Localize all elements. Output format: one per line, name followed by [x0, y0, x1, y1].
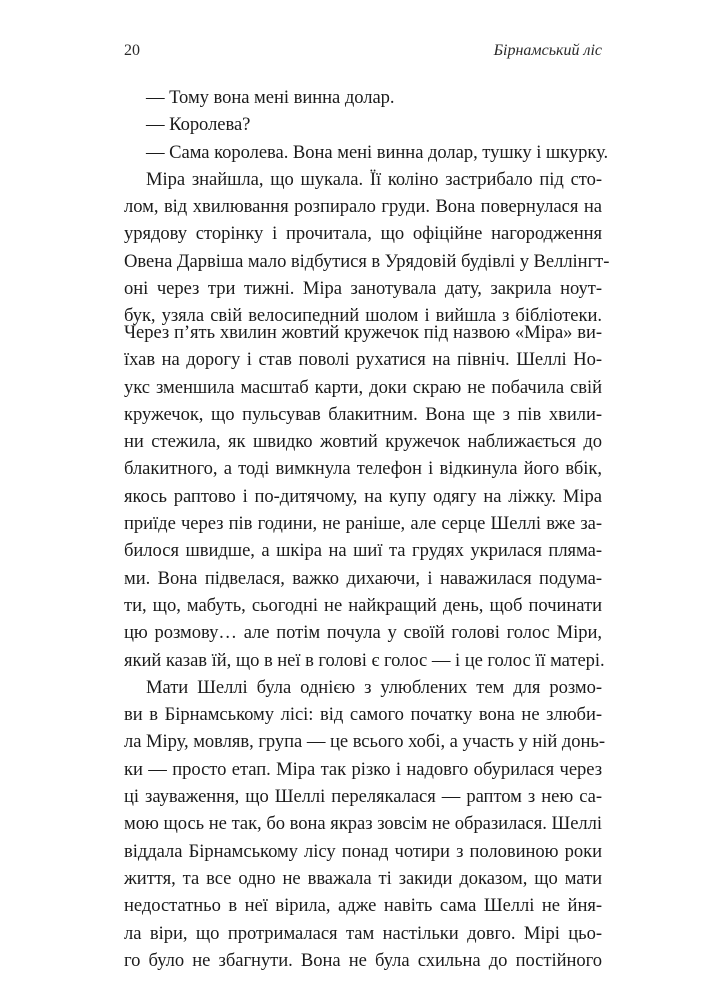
text-line: ви в Бірнамському лісі: від самого початку вона не злюби- — [124, 704, 602, 726]
text-line: їхав на дорогу і став поволі рухатися на північ. Шеллі Но- — [124, 349, 602, 371]
text-line: Овена Дарвіша мало відбутися в Урядовій будівлі у Веллінгт- — [124, 250, 610, 272]
text-line: урядову сторінку і прочитала, що офіційне нагородження — [124, 223, 602, 245]
text-line: цю розмову… але потім почула у своїй голові голос Міри, — [124, 622, 602, 644]
text-line: мою щось не так, бо вона якраз зовсім не образилася. Шеллі — [124, 813, 602, 835]
text-line: Через п’ять хвилин жовтий кружечок під назвою «Міра» ви- — [124, 322, 602, 343]
text-line: — Тому вона мені винна долар. — [146, 87, 395, 108]
text-line: Міра знайшла, що шукала. Її коліно застрибало під сто- — [146, 168, 602, 190]
text-line: ми. Вона підвелася, важко дихаючи, і наважилася подума- — [124, 567, 602, 589]
text-line: — Королева? — [146, 114, 251, 136]
text-line: ці зауваження, що Шеллі перелякалася — раптом з нею са- — [124, 786, 602, 808]
text-line: ни стежила, як швидко жовтий кружечок наближається до — [124, 431, 602, 453]
text-line: блакитного, а тоді вимкнула телефон і відкинула його вбік, — [124, 458, 602, 480]
text-block-dialogue — [124, 84, 610, 330]
book-title: Бірнамський ліс — [493, 42, 602, 59]
text-line: билося швидше, а шкіра на шиї та грудях укрилася пляма- — [124, 540, 602, 562]
page-number: 20 — [124, 42, 140, 59]
text-line: — Сама королева. Вона мені винна долар, тушку і шкурку. — [146, 141, 609, 163]
text-line: ла Міру, мовляв, група — це всього хобі, а участь у ній донь- — [124, 731, 606, 753]
text-line: якось раптово і по-дитячому, на купу одягу на ліжку. Міра — [124, 485, 602, 507]
text-line: приїде через пів години, не раніше, але серце Шеллі вже за- — [124, 513, 602, 535]
text-line: ки — просто етап. Міра так різко і надовго обурилася через — [124, 758, 602, 780]
text-line: укс зменшила масштаб карти, доки скраю не побачила свій — [124, 376, 602, 398]
text-line: оні через три тижні. Міра занотувала дату, закрила ноут- — [124, 278, 602, 300]
text-line: віддала Бірнамському лісу понад чотири з половиною роки — [124, 840, 602, 862]
text-line: го було не збагнути. Вона не була схильна до постійного — [124, 949, 602, 971]
text-line: бук, узяла свій велосипедний шолом і вийшла з бібліотеки. — [124, 305, 602, 327]
text-line: який казав їй, що в неї в голові є голос — і це голос її матері. — [124, 649, 605, 671]
text-line: Мати Шеллі була однією з улюблених тем для розмо- — [146, 676, 602, 698]
text-line: недостатньо в неї вірила, адже навіть сама Шеллі не йня- — [124, 895, 602, 917]
text-block-section — [124, 319, 606, 974]
running-head — [124, 42, 602, 62]
text-line: ла віри, що протрималася там настільки довго. Мірі цьо- — [124, 922, 602, 944]
text-line: життя, та все одно не вважала ті закиди доказом, що мати — [124, 867, 602, 889]
text-line: лом, від хвилювання розпирало груди. Вона повернулася на — [124, 196, 602, 218]
text-line: кружечок, що пульсував блакитним. Вона ще з пів хвили- — [124, 403, 602, 425]
text-line: ти, що, мабуть, сьогодні не найкращий день, щоб починати — [124, 594, 602, 616]
